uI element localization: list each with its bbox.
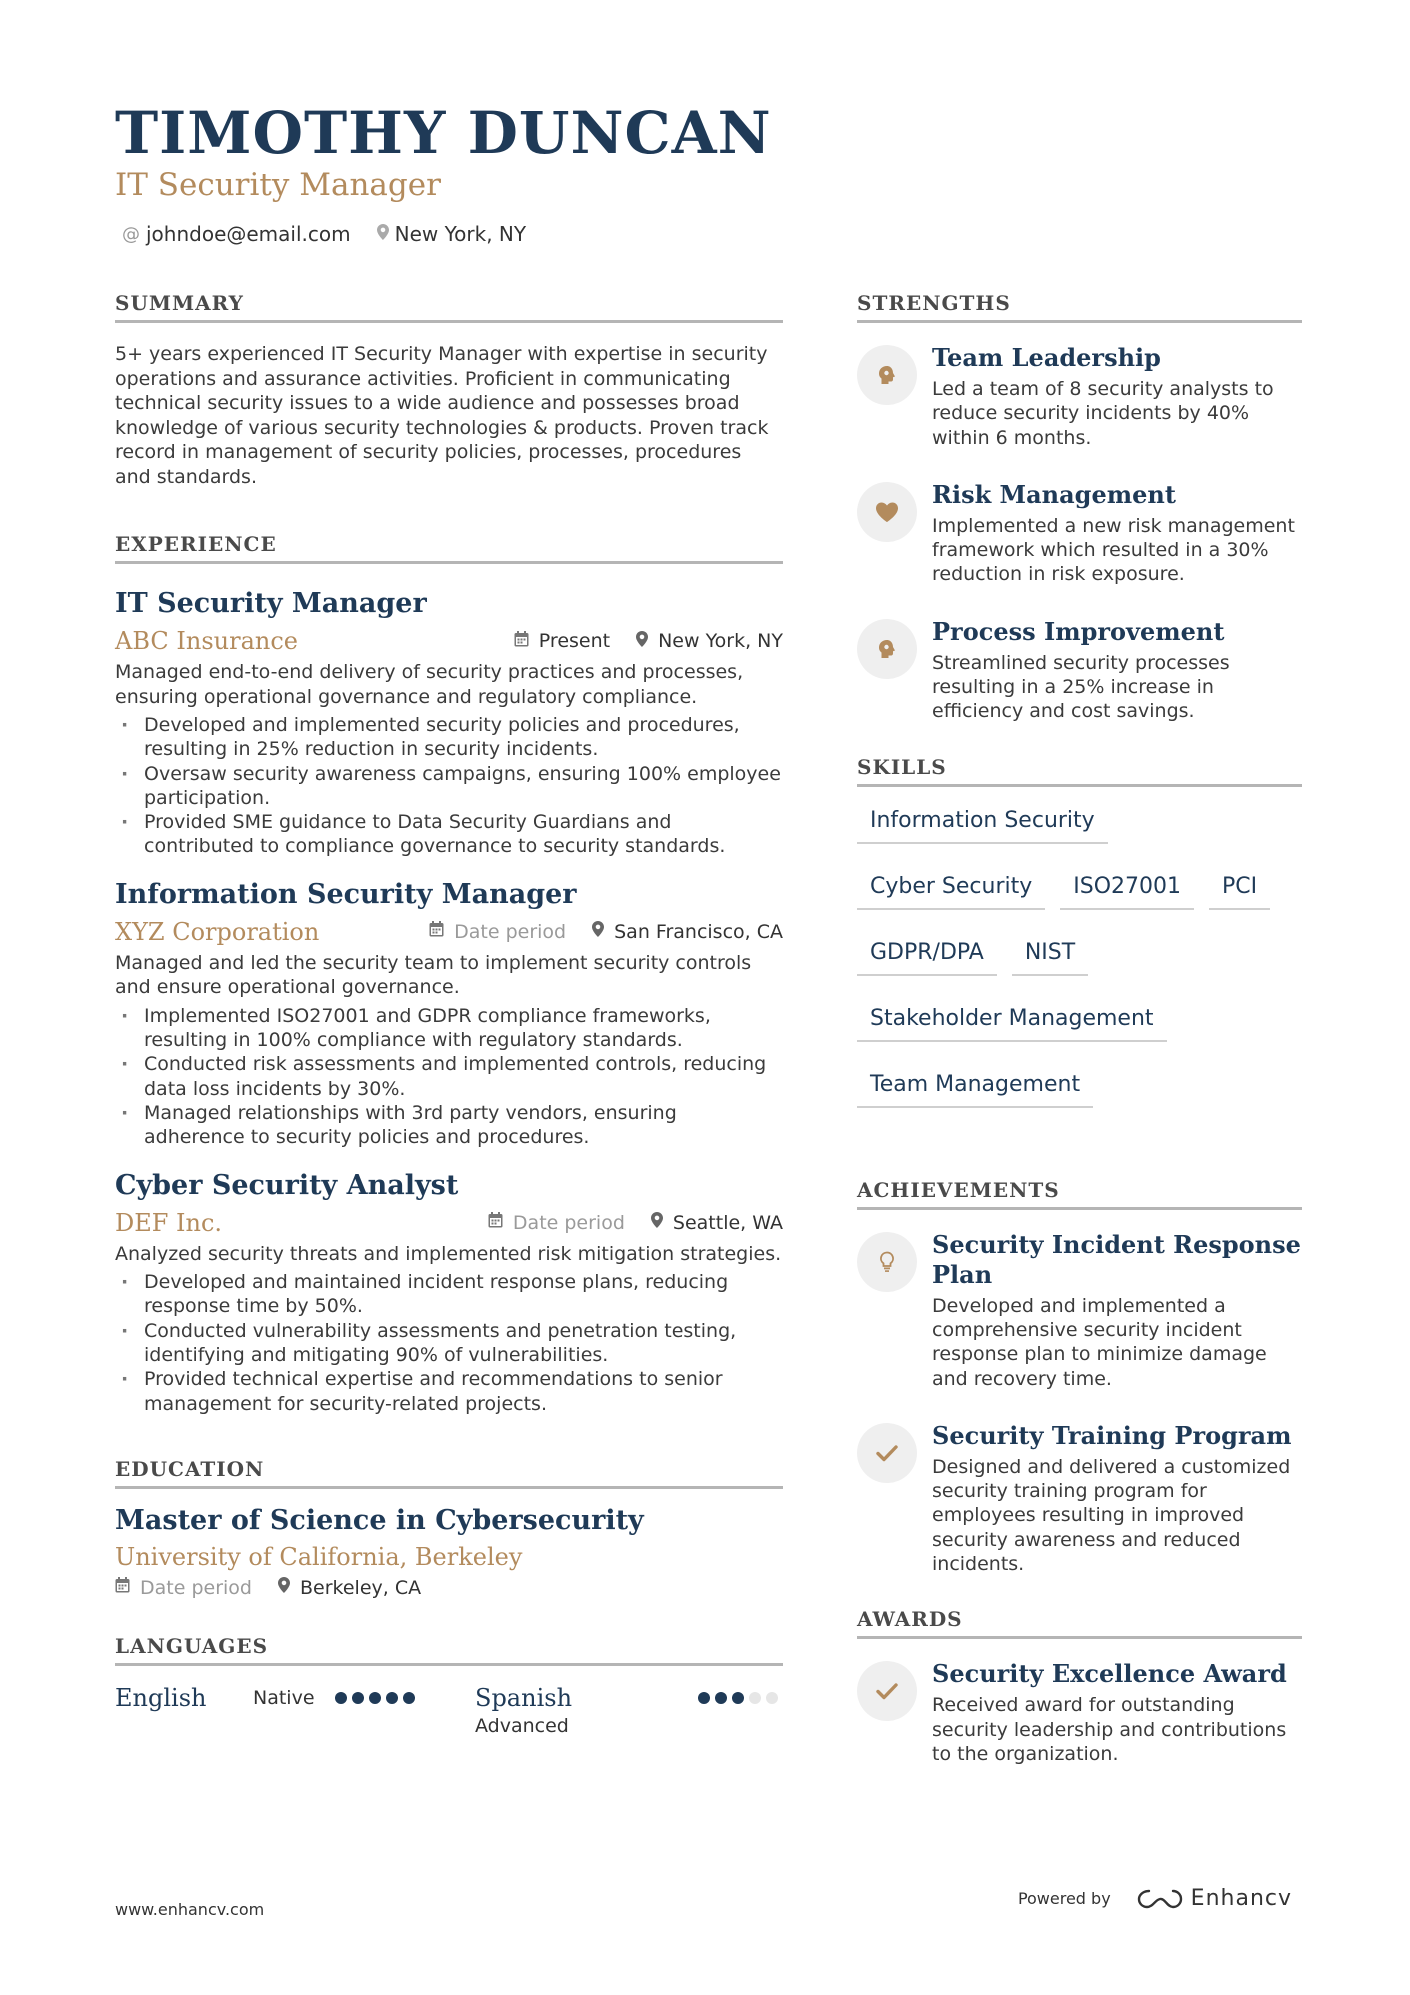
education-section xyxy=(115,1456,783,1599)
award-item xyxy=(857,1659,1302,1766)
job-bullet: · Conducted risk assessments and implemented controls, reducing data loss incidents by 30%. xyxy=(115,1052,783,1101)
job-company: XYZ Corporation xyxy=(115,917,320,946)
strength-item-description: Led a team of 8 security analysts to reduce security incidents by 40% within 6 months. xyxy=(932,378,1274,449)
language-name-block xyxy=(475,1682,572,1738)
language-level: Advanced xyxy=(475,1714,569,1737)
languages-section xyxy=(115,1633,783,1738)
strength-item-title: Risk Management xyxy=(932,479,1176,509)
experience-section xyxy=(115,531,783,1416)
job-date-location xyxy=(514,630,783,652)
job-description: Analyzed security threats and implemented risk mitigation strategies. xyxy=(115,1242,782,1265)
rating-dot xyxy=(335,1692,347,1704)
strength-item xyxy=(857,617,1302,724)
skills-list xyxy=(857,805,1302,1135)
language-name: English xyxy=(115,1683,207,1712)
skills-row xyxy=(857,1069,1302,1135)
skill-tag: Cyber Security xyxy=(857,871,1045,910)
job-meta xyxy=(115,1204,783,1242)
brain-icon xyxy=(857,619,917,679)
lightbulb-icon xyxy=(857,1232,917,1292)
strength-item-body xyxy=(932,480,1302,587)
job-bullets xyxy=(115,1004,783,1150)
job-bullets xyxy=(115,1270,783,1416)
job-date xyxy=(514,630,610,652)
enhancv-logo-icon xyxy=(1137,1888,1183,1910)
awards-heading: AWARDS xyxy=(857,1606,1302,1639)
skills-row xyxy=(857,1003,1302,1069)
location-text: New York, NY xyxy=(394,222,527,246)
job-meta xyxy=(115,622,783,660)
enhancv-logo-text: Enhancv xyxy=(1190,1886,1292,1911)
location-pin-icon xyxy=(377,224,389,245)
email-text: johndoe@email.com xyxy=(146,222,351,246)
job-entry xyxy=(115,586,783,859)
heart-icon xyxy=(857,482,917,542)
language-item xyxy=(115,1682,475,1714)
achievement-item-body xyxy=(932,1421,1302,1576)
location-pin-icon xyxy=(636,631,648,652)
job-entry xyxy=(115,1168,783,1416)
contact-info xyxy=(122,222,552,246)
job-bullet: · Developed and implemented security policies and procedures, resulting in 25% reduction in security incidents. xyxy=(115,713,783,762)
job-date-text: Present xyxy=(538,630,611,652)
skill-tag: NIST xyxy=(1012,937,1088,976)
award-item-title: Security Excellence Award xyxy=(932,1659,1287,1689)
summary-text: 5+ years experienced IT Security Manager with expertise in security operations and assurance activities. Proficient in communicating technical security issues to a wide audience and possesses broad knowledge of various security technologies & products. Proven track record in management of security policies, processes, procedures and standards. xyxy=(115,343,769,488)
rating-dot xyxy=(766,1692,778,1704)
education-heading: EDUCATION xyxy=(115,1456,783,1489)
job-location-text: New York, NY xyxy=(658,630,783,652)
language-level: Native xyxy=(253,1686,315,1709)
education-meta xyxy=(115,1577,783,1599)
job-title: Cyber Security Analyst xyxy=(115,1169,459,1201)
skill-tag: ISO27001 xyxy=(1060,871,1194,910)
summary-section xyxy=(115,290,783,489)
education-location xyxy=(278,1577,421,1599)
job-bullet: · Provided technical expertise and recommendations to senior management for security-related projects. xyxy=(115,1367,783,1416)
candidate-name: TIMOTHY DUNCAN xyxy=(115,99,772,167)
strength-item-description: Streamlined security processes resulting in a 25% increase in efficiency and cost savings. xyxy=(932,651,1230,723)
education-location-text: Berkeley, CA xyxy=(299,1576,422,1599)
achievement-item-body xyxy=(932,1230,1302,1391)
job-bullets xyxy=(115,713,783,859)
achievement-item-description: Designed and delivered a customized security training program for employees resulting in improved security awareness and reduced incidents. xyxy=(932,1455,1291,1576)
job-entry xyxy=(115,877,783,1150)
skills-section xyxy=(857,754,1302,1135)
rating-dot xyxy=(698,1692,710,1704)
awards-list xyxy=(857,1659,1302,1766)
strength-item xyxy=(857,343,1302,450)
job-bullet: · Conducted vulnerability assessments and penetration testing, identifying and mitigating 90% of vulnerabilities. xyxy=(115,1319,783,1368)
job-date xyxy=(488,1212,625,1234)
rating-dot xyxy=(386,1692,398,1704)
powered-by-text: Powered by xyxy=(1017,1889,1111,1908)
footer-site-link[interactable]: www.enhancv.com xyxy=(115,1900,265,1919)
education-degree: Master of Science in Cybersecurity xyxy=(115,1504,644,1536)
rating-dot xyxy=(732,1692,744,1704)
achievement-item xyxy=(857,1421,1302,1576)
job-company: DEF Inc. xyxy=(115,1208,223,1237)
language-list xyxy=(115,1682,783,1738)
achievements-section xyxy=(857,1177,1302,1577)
skills-heading: SKILLS xyxy=(857,754,1302,787)
contact-email[interactable] xyxy=(122,222,351,246)
job-location-text: San Francisco, CA xyxy=(614,920,783,943)
skill-tag: Stakeholder Management xyxy=(857,1003,1167,1042)
education-school: University of California, Berkeley xyxy=(115,1542,523,1571)
job-date-text: Date period xyxy=(454,920,567,943)
rating-dot xyxy=(369,1692,381,1704)
calendar-icon xyxy=(488,1212,503,1233)
languages-heading: LANGUAGES xyxy=(115,1633,783,1666)
skills-row xyxy=(857,937,1302,1003)
footer-branding xyxy=(1018,1886,1292,1911)
skills-row xyxy=(857,871,1302,937)
strength-item-title: Process Improvement xyxy=(932,616,1225,646)
job-description: Managed end-to-end delivery of security practices and processes, ensuring operational governance and regulatory compliance. xyxy=(115,661,744,708)
calendar-icon xyxy=(514,631,529,652)
job-location xyxy=(592,921,783,943)
job-date xyxy=(429,921,566,943)
job-date-location xyxy=(429,921,783,943)
award-item-description: Received award for outstanding security leadership and contributions to the organization. xyxy=(932,1694,1287,1765)
at-icon: @ xyxy=(122,223,140,245)
achievements-list xyxy=(857,1230,1302,1577)
skill-tag: GDPR/DPA xyxy=(857,937,997,976)
language-rating xyxy=(698,1682,783,1714)
rating-dot xyxy=(749,1692,761,1704)
contact-location xyxy=(377,222,526,246)
skill-tag: Team Management xyxy=(857,1069,1093,1108)
skills-row xyxy=(857,805,1302,871)
candidate-title: IT Security Manager xyxy=(115,167,441,203)
job-location-text: Seattle, WA xyxy=(672,1211,783,1234)
language-item xyxy=(475,1682,783,1738)
skill-tag: PCI xyxy=(1209,871,1270,910)
strengths-heading: STRENGTHS xyxy=(857,290,1302,323)
achievement-item-title: Security Training Program xyxy=(932,1420,1292,1450)
job-meta xyxy=(115,913,783,951)
right-column xyxy=(857,290,1302,1796)
calendar-icon xyxy=(429,921,444,942)
summary-heading: SUMMARY xyxy=(115,290,783,323)
achievement-item xyxy=(857,1230,1302,1391)
achievement-item-title: Security Incident Response Plan xyxy=(932,1229,1301,1289)
job-location xyxy=(636,630,783,652)
rating-dot xyxy=(715,1692,727,1704)
education-date-text: Date period xyxy=(140,1576,252,1599)
job-date-location xyxy=(488,1212,783,1234)
location-pin-icon xyxy=(278,1577,290,1598)
job-date-text: Date period xyxy=(512,1211,625,1234)
rating-dot xyxy=(352,1692,364,1704)
job-bullet: · Provided SME guidance to Data Security Guardians and contributed to compliance governance to security standards. xyxy=(115,810,783,859)
strength-item-title: Team Leadership xyxy=(932,343,1161,372)
job-bullet: · Developed and maintained incident response plans, reducing response time by 50%. xyxy=(115,1270,783,1319)
job-company: ABC Insurance xyxy=(115,627,298,655)
calendar-icon xyxy=(115,1577,130,1598)
check-icon xyxy=(857,1423,917,1483)
job-title: IT Security Manager xyxy=(115,588,427,619)
education-date xyxy=(115,1577,252,1599)
language-name-block xyxy=(115,1682,253,1714)
left-column xyxy=(115,290,783,1738)
job-bullet: · Oversaw security awareness campaigns, ensuring 100% employee participation. xyxy=(115,762,783,811)
language-rating xyxy=(335,1682,420,1714)
achievement-item-description: Developed and implemented a comprehensive security incident response plan to minimize damage and recovery time. xyxy=(932,1294,1267,1390)
skill-tag: Information Security xyxy=(857,805,1108,844)
enhancv-logo[interactable] xyxy=(1137,1886,1292,1911)
job-bullet: · Implemented ISO27001 and GDPR compliance frameworks, resulting in 100% compliance with regulatory standards. xyxy=(115,1004,783,1053)
job-title: Information Security Manager xyxy=(115,878,577,910)
location-pin-icon xyxy=(651,1212,663,1233)
strengths-list xyxy=(857,343,1302,724)
achievements-heading: ACHIEVEMENTS xyxy=(857,1177,1302,1210)
check-icon xyxy=(857,1661,917,1721)
strength-item-description: Implemented a new risk management framework which resulted in a 30% reduction in risk exposure. xyxy=(932,514,1295,586)
strength-item xyxy=(857,480,1302,587)
job-list xyxy=(115,586,783,1416)
job-bullet: · Managed relationships with 3rd party vendors, ensuring adherence to security policies and procedures. xyxy=(115,1101,783,1150)
language-name: Spanish xyxy=(475,1683,573,1712)
award-item-body xyxy=(932,1659,1302,1766)
job-description: Managed and led the security team to implement security controls and ensure operational governance. xyxy=(115,951,752,999)
strengths-section xyxy=(857,290,1302,724)
rating-dot xyxy=(403,1692,415,1704)
job-location xyxy=(651,1212,783,1234)
brain-icon xyxy=(857,345,917,405)
location-pin-icon xyxy=(592,921,604,942)
awards-section xyxy=(857,1606,1302,1766)
strength-item-body xyxy=(932,343,1302,450)
strength-item-body xyxy=(932,617,1302,724)
experience-heading: EXPERIENCE xyxy=(115,531,783,564)
